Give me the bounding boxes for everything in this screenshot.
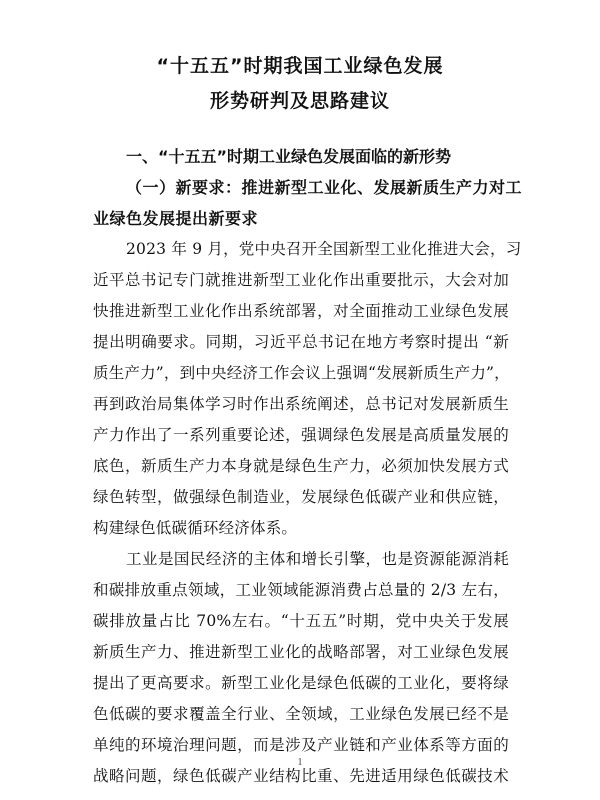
paragraph-2-line: 和碳排放重点领域，工业领域能源消费占总量的 2/3 左右， — [93, 581, 509, 599]
section-heading: 一、“十五五”时期工业绿色发展面临的新形势 — [126, 147, 452, 166]
paragraph-1-line: 绿色转型，做强绿色制造业，发展绿色低碳产业和供应链， — [93, 488, 509, 506]
paragraph-1-line: 构建绿色低碳循环经济体系。 — [93, 519, 298, 537]
paragraph-2-line: 新质生产力、推进新型工业化的战略部署，对工业绿色发展 — [93, 643, 509, 661]
paragraph-1-line: 底色，新质生产力本身就是绿色生产力，必须加快发展方式 — [93, 457, 509, 475]
paragraph-1-line: 提出明确要求。同期，习近平总书记在地方考察时提出 “新 — [93, 333, 509, 351]
paragraph-1-line: 快推进新型工业化作出系统部署，对全面推动工业绿色发展 — [93, 302, 509, 320]
subsection-heading-line-2: 业绿色发展提出新要求 — [93, 209, 259, 228]
document-title-line-1: “十五五”时期我国工业绿色发展 — [156, 55, 444, 77]
paragraph-1-line: 近平总书记专门就推进新型工业化作出重要批示，大会对加 — [93, 271, 509, 289]
page-number: 1 — [297, 757, 303, 768]
paragraph-1-line: 质生产力”，到中央经济工作会议上强调“发展新质生产力”， — [93, 364, 510, 382]
subsection-heading-line-1: （一）新要求：推进新型工业化、发展新质生产力对工 — [126, 178, 523, 197]
paragraph-2-line: 提出了更高要求。新型工业化是绿色低碳的工业化，要将绿 — [93, 674, 509, 692]
paragraph-2-line: 色低碳的要求覆盖全行业、全领域，工业绿色发展已经不是 — [93, 705, 509, 723]
paragraph-1-line: 再到政治局集体学习时作出系统阐述，总书记对发展新质生 — [93, 395, 509, 413]
document-title-line-2: 形势研判及思路建议 — [209, 90, 390, 112]
paragraph-2-line: 战略问题，绿色低碳产业结构比重、先进适用绿色低碳技术 — [93, 767, 509, 785]
paragraph-2-line: 单纯的环境治理问题，而是涉及产业链和产业体系等方面的 — [93, 736, 509, 754]
paragraph-1-line: 产力作出了一系列重要论述，强调绿色发展是高质量发展的 — [93, 426, 509, 444]
paragraph-2-line: 工业是国民经济的主体和增长引擎，也是资源能源消耗 — [126, 550, 509, 568]
paragraph-2-line: 碳排放量占比 70%左右。“十五五”时期，党中央关于发展 — [93, 612, 509, 630]
paragraph-1-line: 2023 年 9 月，党中央召开全国新型工业化推进大会，习 — [126, 240, 522, 258]
